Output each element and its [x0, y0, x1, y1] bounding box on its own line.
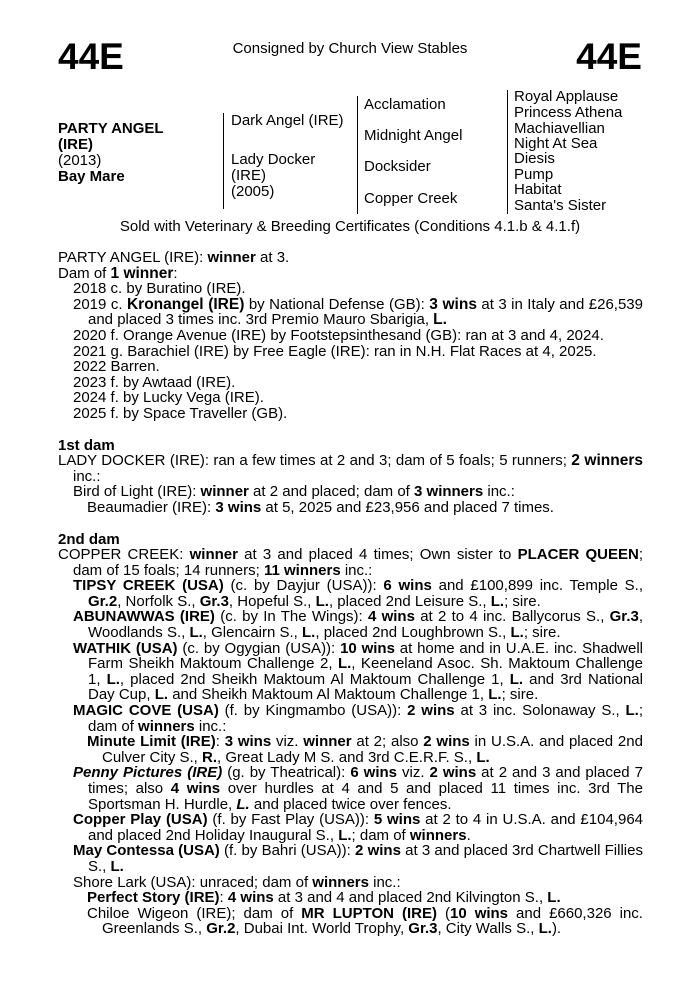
- produce-2023: 2023 f. by Awtaad (IRE).: [73, 373, 236, 391]
- abunawwas: ABUNAWWAS (IRE) (c. by In The Wings): 4 wins at 2 to 4 inc. Ballycorus S., Gr.3, Woodlands S., L., Glencairn S., L., placed 2nd Loughbrown S., L.; sire.: [73, 608, 643, 642]
- shore-lark: Shore Lark (USA): unraced; dam of winners inc.:: [73, 873, 401, 891]
- horse-country: (IRE): [58, 136, 93, 153]
- gen4-1: Royal Applause: [514, 88, 619, 105]
- horse-name: PARTY ANGEL: [58, 120, 164, 137]
- may-contessa: May Contessa (USA) (f. by Bahri (USA)): 2 wins at 3 and placed 3rd Chartwell Fillies S., L.: [73, 842, 643, 875]
- produce-2025: 2025 f. by Space Traveller (GB).: [73, 404, 288, 422]
- gen4-2: Princess Athena: [514, 104, 623, 121]
- chiloe-wigeon: Chiloe Wigeon (IRE); dam of MR LUPTON (IRE) (10 wins and £660,326 inc. Greenlands S., Gr.2, Dubai Int. World Trophy, Gr.3, City Walls S., L.).: [87, 904, 643, 938]
- lot-number-right: 44E: [576, 36, 642, 77]
- pedigree-dam: [231, 152, 315, 200]
- horse-sex: Bay Mare: [58, 168, 125, 185]
- horse-year: (2013): [58, 152, 102, 169]
- first-dam-entry: LADY DOCKER (IRE): ran a few times at 2 and 3; dam of 5 foals; 5 runners; 2 winners inc.:: [58, 452, 643, 485]
- horse-identity: [58, 121, 164, 185]
- magic-cove: MAGIC COVE (USA) (f. by Kingmambo (USA)): 2 wins at 3 inc. Solonaway S., L.; dam of winners inc.:: [73, 702, 644, 735]
- gen3-3: Docksider: [364, 158, 431, 175]
- copper-creek-entry: COPPER CREEK: winner at 3 and placed 4 times; Own sister to PLACER QUEEN; dam of 15 foals; 14 runners; 11 winners inc.:: [58, 546, 643, 579]
- produce-2018: 2018 c. by Buratino (IRE).: [73, 280, 246, 298]
- dam-country: (IRE): [231, 167, 266, 184]
- gen4-7: Habitat: [514, 181, 562, 198]
- gen3-1: Acclamation: [364, 96, 446, 113]
- dam-year: (2005): [231, 183, 275, 200]
- dam-name: Lady Docker: [231, 151, 316, 168]
- gen4-8: Santa's Sister: [514, 197, 607, 214]
- lot-number-left: 44E: [58, 36, 124, 77]
- produce-2022: 2022 Barren.: [73, 358, 160, 376]
- produce-2020: 2020 f. Orange Avenue (IRE) by Footstepsinthesand (GB): ran at 3 and 4, 2024.: [73, 326, 604, 344]
- produce-2021: 2021 g. Barachiel (IRE) by Free Eagle (IRE): ran in N.H. Flat Races at 4, 2025.: [73, 342, 597, 360]
- produce-intro: PARTY ANGEL (IRE): winner at 3.: [58, 249, 290, 266]
- pedigree-divider-1: [223, 113, 224, 209]
- consignor-line: Consigned by Church View Stables: [232, 40, 468, 57]
- minute-limit: Minute Limit (IRE): 3 wins viz. winner at 2; also 2 wins in U.S.A. and placed 2nd Culver City S., R., Great Lady M S. and 3rd C.E.R.F. S., L.: [87, 733, 643, 766]
- pedigree-divider-2: [357, 96, 358, 214]
- produce-2019: 2019 c. Kronangel (IRE) by National Defense (GB): 3 wins at 3 in Italy and £26,539 and placed 3 times inc. 3rd Premio Mauro Sbarigia, L.: [73, 295, 643, 329]
- pedigree-sire: Dark Angel (IRE): [231, 112, 344, 129]
- pedigree-divider-3: [507, 90, 508, 214]
- beaumadier: Beaumadier (IRE): 3 wins at 5, 2025 and £23,956 and placed 7 times.: [87, 498, 554, 516]
- gen4-5: Diesis: [514, 150, 555, 167]
- gen3-2: Midnight Angel: [364, 127, 463, 144]
- gen4-4: Night At Sea: [514, 135, 598, 152]
- copper-play: Copper Play (USA) (f. by Fast Play (USA)): 5 wins at 2 to 4 in U.S.A. and £104,964 and placed 2nd Holiday Inaugural S., L.; dam of winners.: [73, 811, 643, 844]
- penny-pictures: Penny Pictures (IRE) (g. by Theatrical): 6 wins viz. 2 wins at 2 and 3 and placed 7 times; also 4 wins over hurdles at 4 and 5 and placed 11 times inc. 3rd The Sportsman H. Hurdle, L. and placed twice over fences.: [73, 764, 643, 813]
- bird-of-light: Bird of Light (IRE): winner at 2 and placed; dam of 3 winners inc.:: [73, 483, 515, 501]
- produce-dam-of: Dam of 1 winner:: [58, 264, 178, 282]
- second-dam-heading: 2nd dam: [58, 530, 120, 548]
- perfect-story: Perfect Story (IRE): 4 wins at 3 and 4 and placed 2nd Kilvington S., L.: [87, 889, 561, 907]
- tipsy-creek: TIPSY CREEK (USA) (c. by Dayjur (USA)): 6 wins and £100,899 inc. Temple S., Gr.2, Norfolk S., Gr.3, Hopeful S., L., placed 2nd Leisure S., L.; sire.: [73, 577, 644, 610]
- gen3-4: Copper Creek: [364, 190, 458, 207]
- catalogue-body: [58, 250, 643, 937]
- gen4-6: Pump: [514, 166, 554, 183]
- certificates-note: Sold with Veterinary & Breeding Certificates (Conditions 4.1.b & 4.1.f): [119, 218, 581, 235]
- produce-2024: 2024 f. by Lucky Vega (IRE).: [73, 389, 264, 407]
- wathik: WATHIK (USA) (c. by Ogygian (USA)): 10 wins at home and in U.A.E. inc. Shadwell Farm Sheikh Maktoum Challenge 2, L., Keeneland Asoc. Sh. Maktoum Challenge 1, L., placed 2nd Sheikh Maktoum Al Maktoum Challenge 1, L. and 3rd National Day Cup, L. and Sheikh Maktoum Al Maktoum Challenge 1, L.; sire.: [73, 639, 644, 704]
- gen4-3: Machiavellian: [514, 120, 605, 137]
- first-dam-heading: 1st dam: [58, 436, 115, 454]
